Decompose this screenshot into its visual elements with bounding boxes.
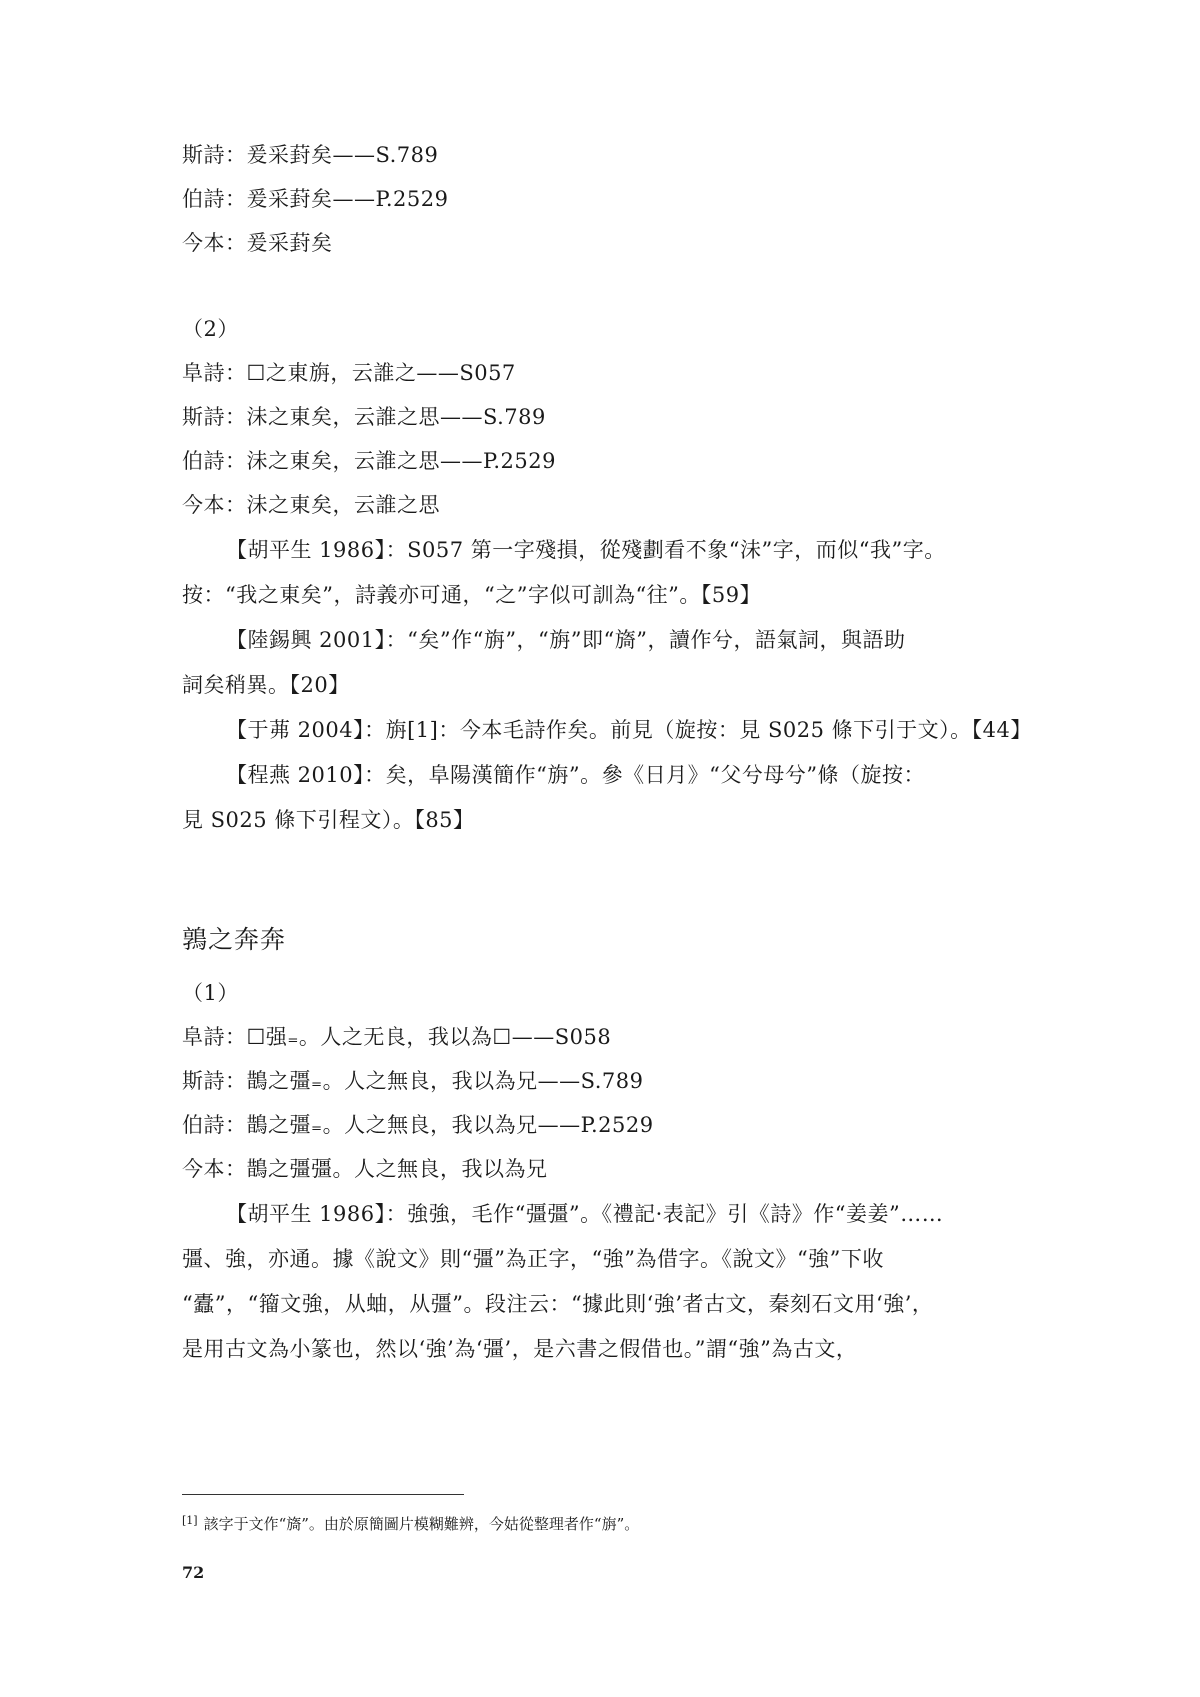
commentary-line: 【于茀 2004】：旃[1]：今本毛詩作矣。前見（旋按：見 S025 條下引于文）。【44】 xyxy=(226,718,1032,742)
commentary-line: 【胡平生 1986】：S057 第一字殘損，從殘劃看不象“沬”字，而似“我”字。 xyxy=(226,538,946,562)
commentary-line: 詞矣稍異。【20】 xyxy=(182,673,350,697)
text-line: 斯詩：沬之東矣，云誰之思——S.789 xyxy=(182,405,546,429)
commentary-line: 【陸錫興 2001】：“矣”作“旃”，“旃”即“旖”，讀作兮，語氣詞，與語助 xyxy=(226,628,906,652)
text-line: 伯詩：沬之東矣，云誰之思——P.2529 xyxy=(182,449,556,473)
commentary-line: 按：“我之東矣”，詩義亦可通，“之”字似可訓為“往”。【59】 xyxy=(182,583,762,607)
text-line: 今本：鵲之彊彊。人之無良，我以為兄 xyxy=(182,1157,548,1181)
commentary-line: 【程燕 2010】：矣，阜陽漢簡作“旃”。參《日月》“父兮母兮”條（旋按： xyxy=(226,763,926,787)
text-line: 斯詩：鵲之彊₌。人之無良，我以為兄——S.789 xyxy=(182,1069,644,1093)
footnote-divider xyxy=(182,1494,464,1495)
commentary-line: 【胡平生 1986】：強強，毛作“彊彊”。《禮記·表記》引《詩》作“姜姜”…… xyxy=(226,1202,944,1226)
page-number: 72 xyxy=(182,1563,205,1582)
text-line: 伯詩：鵲之彊₌。人之無良，我以為兄——P.2529 xyxy=(182,1113,654,1137)
text-line: 今本：爰采葑矣 xyxy=(182,231,333,255)
text-line: 斯詩：爰采葑矣——S.789 xyxy=(182,143,439,167)
text-line: 阜詩：☐强₌。人之无良，我以為☐——S058 xyxy=(182,1025,612,1049)
text-line: 伯詩：爰采葑矣——P.2529 xyxy=(182,187,449,211)
commentary-line: 見 S025 條下引程文）。【85】 xyxy=(182,808,475,832)
section-heading: 鶉之奔奔 xyxy=(182,925,287,954)
text-line: 阜詩：☐之東旃，云誰之——S057 xyxy=(182,361,516,385)
footnote-marker: [1] xyxy=(182,1514,198,1527)
section-label: （1） xyxy=(182,981,239,1005)
commentary-line: 是用古文為小篆也，然以‘強’為‘彊’，是六書之假借也。”謂“強”為古文， xyxy=(182,1337,858,1361)
section-label: （2） xyxy=(182,317,239,341)
commentary-line: “蠹”，“籀文強，从蚰，从彊”。段注云：“據此則‘強’者古文，秦刻石文用‘強’， xyxy=(182,1292,934,1316)
text-line: 今本：沬之東矣，云誰之思 xyxy=(182,493,440,517)
footnote xyxy=(182,1510,639,1535)
commentary-line: 彊、強，亦通。據《說文》則“彊”為正字，“強”為借字。《說文》“強”下收 xyxy=(182,1247,884,1271)
footnote-text: 該字于文作“旖”。由於原簡圖片模糊難辨，今姑從整理者作“旃”。 xyxy=(203,1515,640,1533)
